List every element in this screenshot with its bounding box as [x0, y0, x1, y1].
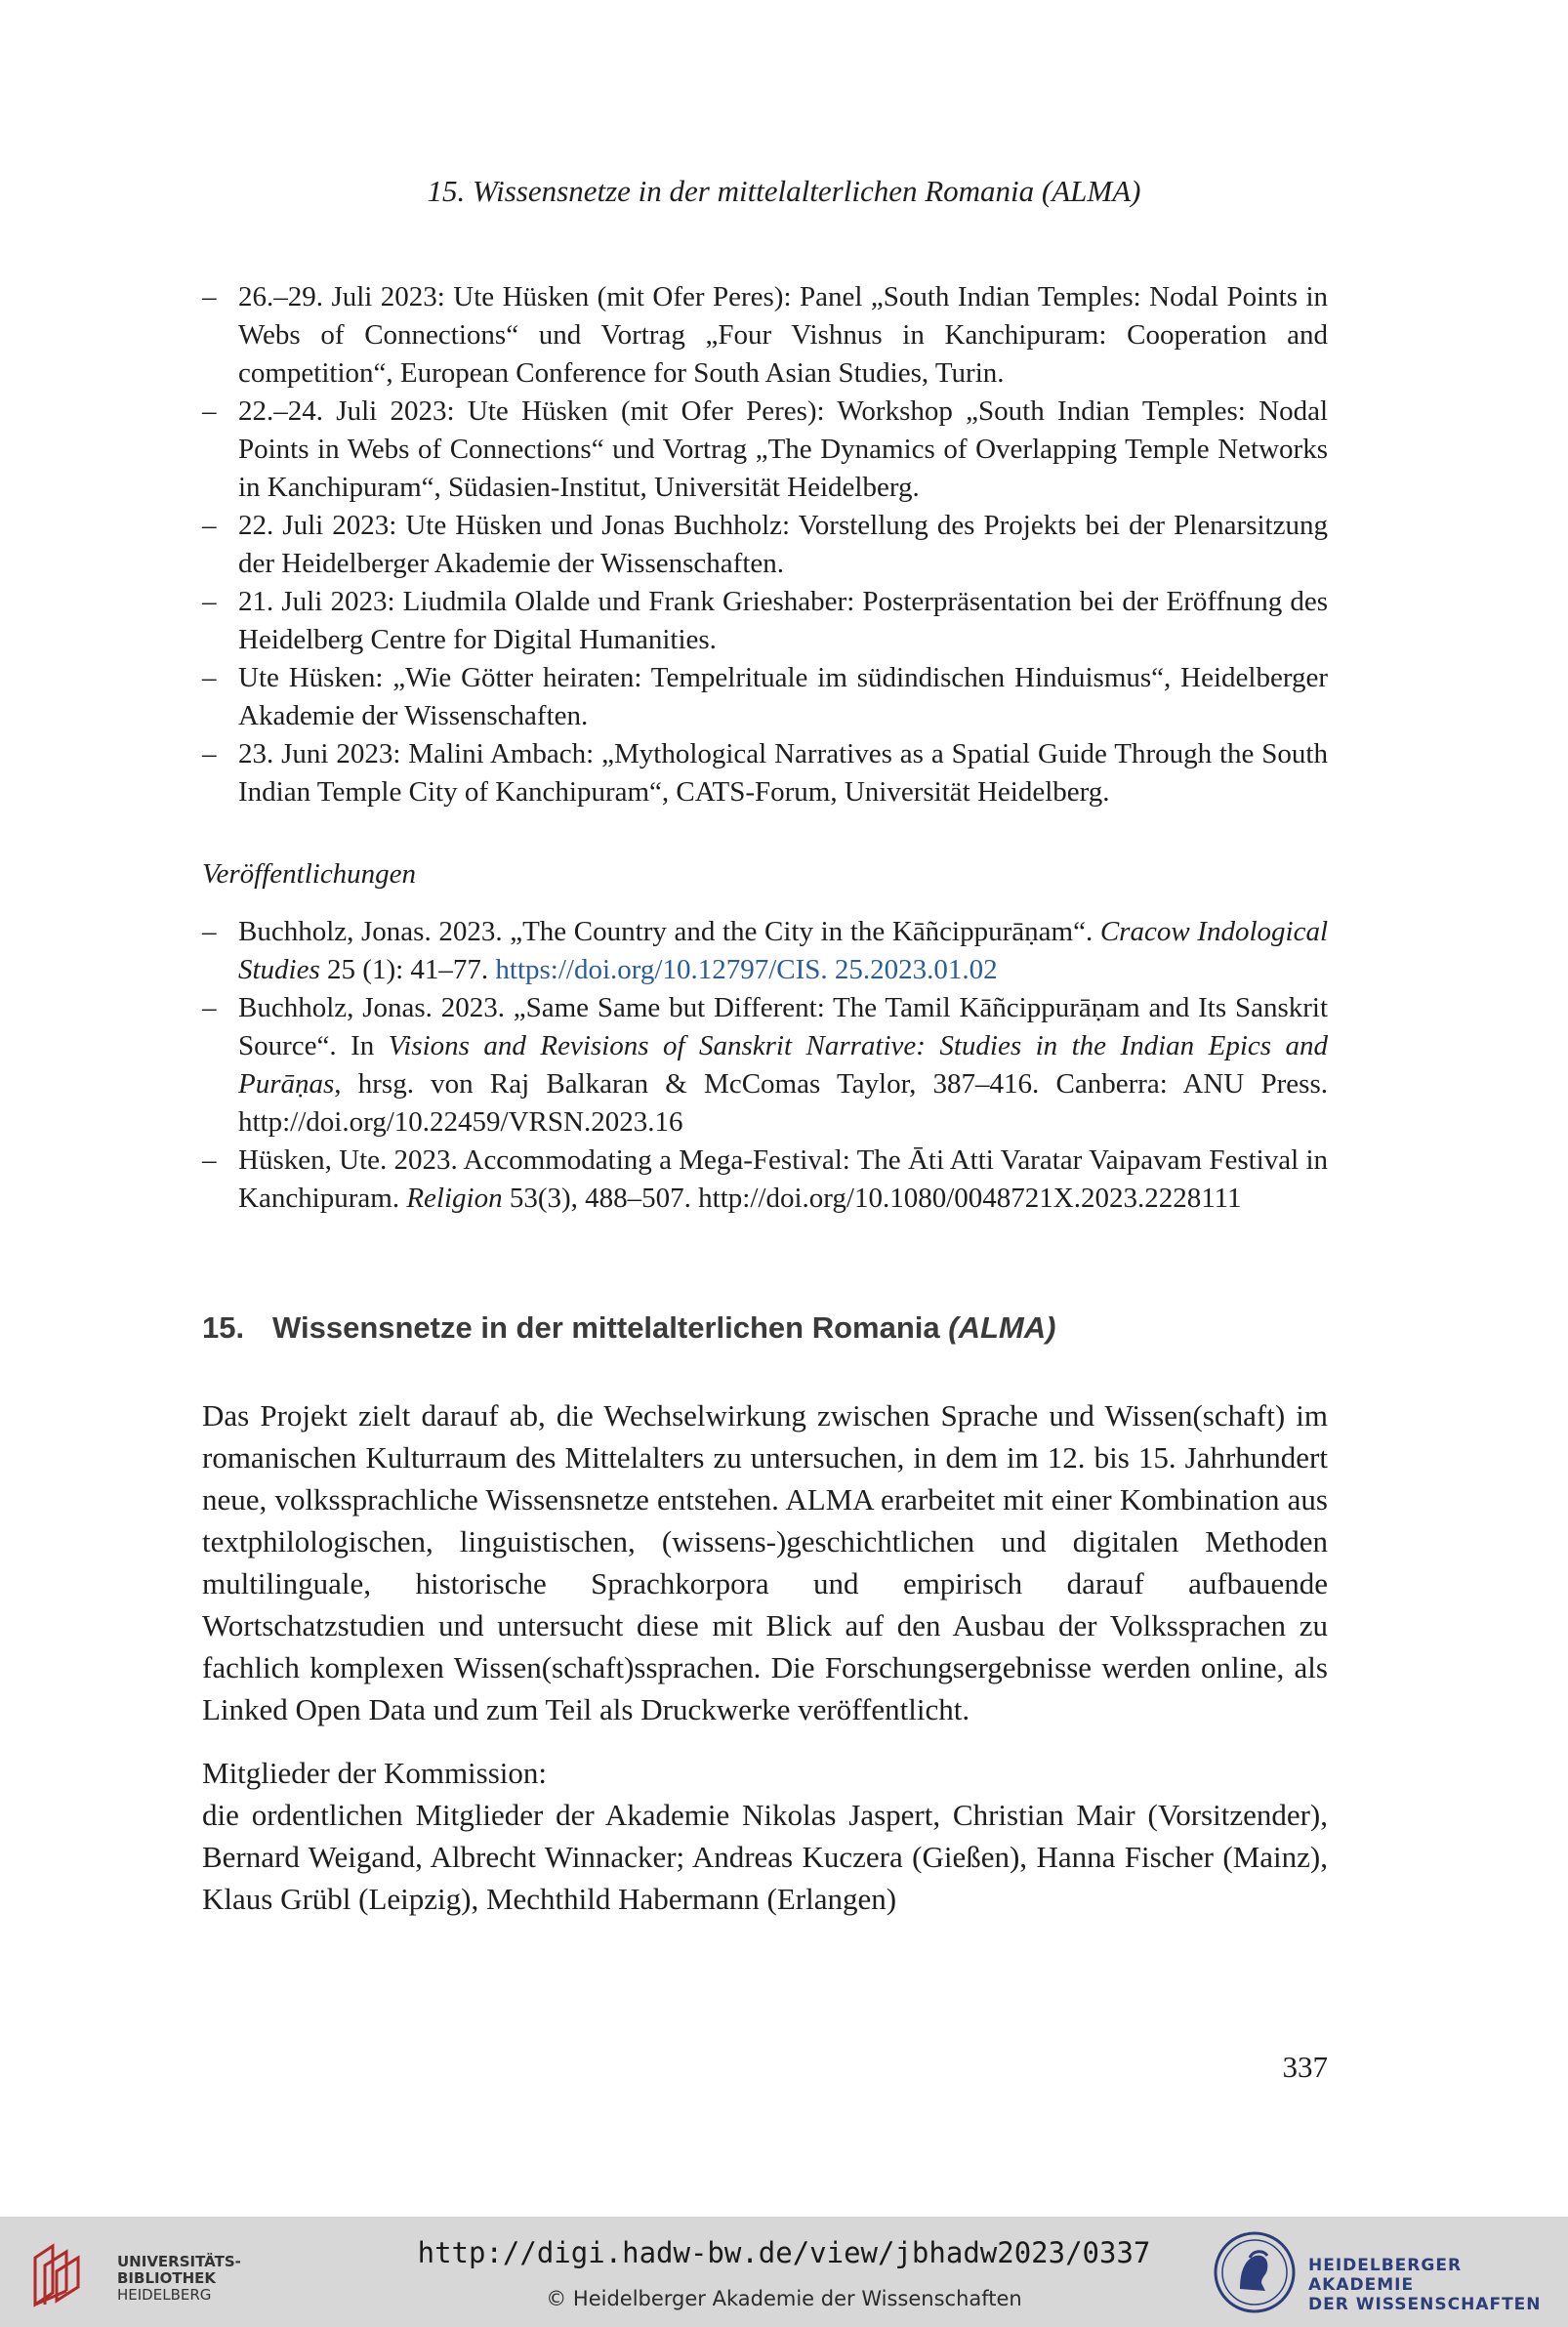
journal-title: Cracow Indological Studies [238, 916, 1328, 985]
members-text: die ordentlichen Mitglieder der Akademie Nikolas Jaspert, Christian Mair (Vorsitzender), Bernard Weigand, Albrecht Winnacker; Andreas Kuczera (Gießen), Hanna Fischer (Mainz), Klaus Grübl (Leipzig), Mechthild Habermann (Erlangen) [202, 1798, 1328, 1916]
running-head: 15. Wissensnetze in der mittelalterlichen Romania (ALMA) [427, 174, 1141, 208]
list-item: – 21. Juli 2023: Liudmila Olalde und Frank Grieshaber: Posterpräsentation bei der Eröffnung des Heidelberg Centre for Digital Humanities. [202, 586, 1328, 655]
publication-item: – Buchholz, Jonas. 2023. „The Country and the City in the Kāñcippurāṇam“. Cracow Indological Studies 25 (1): 41–77. https://doi.org/10.12797/CIS. 25.2023.01.02 [202, 916, 1328, 985]
section-body: Das Projekt zielt darauf ab, die Wechselwirkung zwischen Sprache und Wissen(schaft) im romanischen Kulturraum des Mittelalters zu untersuchen, in dem im 12. bis 15. Jahrhundert neue, volkssprachliche Wissensnetze entstehen. ALMA erarbeitet mit einer Kombination aus textphilologischen, linguistischen, (wissens-)geschichtlichen und digitalen Methoden multilinguale, historische Sprachkorpora und empirisch darauf aufbauende Wortschatzstudien und untersucht diese mit Blick auf den Ausbau der Volkssprachen zu fachlich komplexen Wissen(schaft)ssprachen. Die Forschungsergebnisse werden online, als Linked Open Data und zum Teil als Druckwerke veröffentlicht. [202, 1398, 1328, 1726]
publication-item: – Buchholz, Jonas. 2023. „Same Same but Different: The Tamil Kāñcippurāṇam and Its Sanskrit Source“. In Visions and Revisions of Sanskrit Narrative: Studies in the Indian Epics and Purāṇas, hrsg. von Raj Balkaran & McComas Taylor, 387–416. Canberra: ANU Press. http://doi.org/10.22459/VRSN.2023.16 [202, 992, 1328, 1138]
publication-item: – Hüsken, Ute. 2023. Accommodating a Mega-Festival: The Āti Atti Varatar Vaipavam Festival in Kanchipuram. Religion 53(3), 488–507. http://doi.org/10.1080/0048721X.2023.2228111 [202, 1144, 1328, 1214]
page-number: 337 [1282, 2050, 1328, 2084]
hadw-logo-text: HEIDELBERGER AKADEMIE DER WISSENSCHAFTEN [1308, 2256, 1542, 2314]
journal-title: Religion [406, 1183, 503, 1214]
section-tag: (ALMA) [948, 1310, 1056, 1345]
book-title: Visions and Revisions of Sanskrit Narrative: Studies in the Indian Epics and Purāṇas [238, 1030, 1328, 1100]
list-item: – 22. Juli 2023: Ute Hüsken und Jonas Buchholz: Vorstellung des Projekts bei der Plenarsitzung der Heidelberger Akademie der Wissenschaften. [202, 510, 1328, 579]
hadw-logo [1211, 2228, 1543, 2316]
members-label: Mitglieder der Kommission: [202, 1756, 548, 1790]
events-list [202, 278, 1328, 811]
footer-bar [0, 2217, 1568, 2327]
section-heading [202, 1310, 1328, 1346]
list-item: – 23. Juni 2023: Malini Ambach: „Mythological Narratives as a Spatial Guide Through the South Indian Temple City of Kanchipuram“, CATS-Forum, Universität Heidelberg. [202, 738, 1328, 808]
hadw-seal-icon [1211, 2228, 1299, 2316]
footer-url[interactable]: http://digi.hadw-bw.de/view/jbhadw2023/0337 [417, 2236, 1151, 2269]
doi-link[interactable]: https://doi.org/10.12797/CIS. 25.2023.01.02 [495, 954, 998, 985]
publications-heading: Veröffentlichungen [202, 858, 417, 890]
list-item: – 26.–29. Juli 2023: Ute Hüsken (mit Ofer Peres): Panel „South Indian Temples: Nodal Points in Webs of Connections“ und Vortrag „Four Vishnus in Kanchipuram: Cooperation and competition“, European Conference for South Asian Studies, Turin. [202, 281, 1328, 389]
list-item: – 22.–24. Juli 2023: Ute Hüsken (mit Ofer Peres): Workshop „South Indian Temples: Nodal Points in Webs of Connections“ und Vortrag „The Dynamics of Overlapping Temple Networks in Kanchipuram“, Südasien-Institut, Universität Heidelberg. [202, 395, 1328, 503]
page-content [202, 278, 1328, 1920]
section-title: Wissensnetze in der mittelalterlichen Romania [272, 1310, 949, 1345]
ub-logo-text: UNIVERSITÄTS- BIBLIOTHEK HEIDELBERG [117, 2253, 241, 2304]
list-item: – Ute Hüsken: „Wie Götter heiraten: Tempelrituale im südindischen Hinduismus“, Heidelberger Akademie der Wissenschaften. [202, 662, 1328, 731]
section-number: 15. [202, 1310, 245, 1345]
footer-copyright: © Heidelberger Akademie der Wissenschaften [546, 2287, 1022, 2310]
publications-list [202, 913, 1328, 1218]
